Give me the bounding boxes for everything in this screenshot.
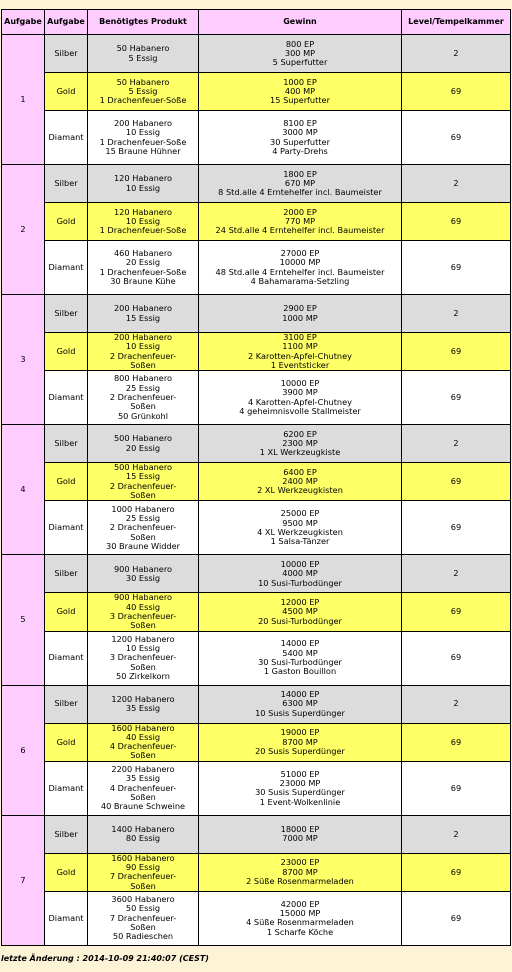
level-cell: 69 <box>402 631 511 685</box>
reward-line: 48 Std.alle 4 Erntehelfer incl. Baumeister <box>215 266 385 277</box>
tier-cell: Silber <box>45 425 88 463</box>
table-row <box>2 111 511 165</box>
reward-cell <box>199 685 402 723</box>
product-cell <box>88 685 199 723</box>
product-line: 3 Drachenfeuer- <box>109 652 177 663</box>
product-line: Soßen <box>130 359 156 370</box>
table-row <box>2 73 511 111</box>
product-line: 7 Drachenfeuer- <box>109 912 177 923</box>
header-aufgabe: Aufgabe <box>2 10 45 35</box>
product-line: 15 Braune Hühner <box>105 145 181 156</box>
reward-line: 18000 EP <box>280 823 320 834</box>
reward-cell <box>199 111 402 165</box>
reward-line: 1 Eventsticker <box>270 359 330 370</box>
product-line: 25 Essig <box>125 512 161 523</box>
reward-cell <box>199 891 402 945</box>
product-line: 10 Essig <box>125 341 161 352</box>
reward-line: 10000 EP <box>280 378 320 389</box>
reward-line: 14000 EP <box>280 638 320 649</box>
reward-line: 5 Superfutter <box>272 57 328 68</box>
reward-line: 4 Karotten-Apfel-Chutney <box>248 396 352 407</box>
product-cell <box>88 371 199 425</box>
product-cell <box>88 555 199 593</box>
level-cell: 2 <box>402 425 511 463</box>
product-line: 2 Drachenfeuer- <box>109 392 177 403</box>
product-line: Soßen <box>130 401 156 412</box>
product-line: 30 Braune Kühe <box>110 275 176 286</box>
reward-line: 10 Susi-Turbodünger <box>258 577 342 588</box>
reward-cell <box>199 853 402 891</box>
reward-line: 6200 EP <box>283 428 317 439</box>
last-change-footer: letzte Änderung : 2014-10-09 21:40:07 (CEST) <box>1 954 209 963</box>
reward-cell <box>199 593 402 631</box>
reward-line: 2 Süße Rosenmarmeladen <box>246 875 354 886</box>
tier-cell: Gold <box>45 333 88 371</box>
reward-cell <box>199 815 402 853</box>
product-cell <box>88 35 199 73</box>
product-line: 40 Essig <box>125 601 161 612</box>
product-cell <box>88 501 199 555</box>
product-line: 1600 Habanero <box>111 853 175 863</box>
reward-cell <box>199 425 402 463</box>
product-cell <box>88 815 199 853</box>
level-cell: 2 <box>402 165 511 203</box>
reward-cell <box>199 241 402 295</box>
product-line: 5 Essig <box>128 52 158 63</box>
reward-cell <box>199 333 402 371</box>
reward-line: 1000 EP <box>283 76 317 87</box>
product-line: 40 Braune Schweine <box>100 801 186 812</box>
tier-cell: Gold <box>45 73 88 111</box>
tier-cell: Silber <box>45 35 88 73</box>
aufgabe-number: 1 <box>2 35 45 165</box>
reward-cell <box>199 501 402 555</box>
tier-cell: Silber <box>45 295 88 333</box>
table-row <box>2 295 511 333</box>
tier-cell: Gold <box>45 723 88 761</box>
product-cell <box>88 333 199 371</box>
product-line: 1000 Habanero <box>111 503 175 514</box>
product-line: 10 Essig <box>125 643 161 654</box>
level-cell: 69 <box>402 891 511 945</box>
product-line: 30 Essig <box>125 572 161 583</box>
aufgabe-number: 7 <box>2 815 45 945</box>
product-line: 2 Drachenfeuer- <box>109 480 177 491</box>
product-line: 25 Essig <box>125 382 161 393</box>
table-row <box>2 333 511 371</box>
level-cell: 69 <box>402 723 511 761</box>
reward-line: 5400 MP <box>282 647 318 658</box>
tier-cell: Silber <box>45 555 88 593</box>
product-cell <box>88 853 199 891</box>
product-line: 20 Essig <box>125 442 161 453</box>
level-cell: 69 <box>402 73 511 111</box>
reward-cell <box>199 631 402 685</box>
tier-cell: Diamant <box>45 241 88 295</box>
reward-line: 14000 EP <box>280 689 320 700</box>
table-row <box>2 685 511 723</box>
aufgabe-number: 4 <box>2 425 45 555</box>
reward-line: 27000 EP <box>280 247 320 258</box>
level-cell: 69 <box>402 501 511 555</box>
product-cell <box>88 203 199 241</box>
reward-line: 2300 MP <box>282 438 318 449</box>
product-line: 1200 Habanero <box>111 633 175 644</box>
reward-line: 1000 MP <box>282 312 318 323</box>
tier-cell: Gold <box>45 853 88 891</box>
table-row <box>2 631 511 685</box>
table-row <box>2 853 511 891</box>
product-cell <box>88 891 199 945</box>
product-line: 80 Essig <box>125 833 161 844</box>
table-row <box>2 241 511 295</box>
table-row <box>2 723 511 761</box>
product-line: 90 Essig <box>125 862 161 873</box>
product-line: 1600 Habanero <box>111 723 175 733</box>
product-line: 4 Drachenfeuer- <box>109 741 177 752</box>
product-line: 50 Essig <box>125 903 161 914</box>
level-cell: 2 <box>402 815 511 853</box>
table-row <box>2 371 511 425</box>
product-line: Soßen <box>130 791 156 802</box>
product-line: 50 Habanero <box>116 76 170 87</box>
product-line: 2 Drachenfeuer- <box>109 522 177 533</box>
table-row <box>2 501 511 555</box>
product-line: Soßen <box>130 531 156 542</box>
product-line: 500 Habanero <box>113 462 173 473</box>
header-product: Benötigtes Produkt <box>88 10 199 35</box>
product-line: 200 Habanero <box>113 303 173 314</box>
level-cell: 69 <box>402 241 511 295</box>
reward-cell <box>199 73 402 111</box>
product-line: 50 Radieschen <box>112 931 174 942</box>
product-line: 5 Essig <box>128 85 158 96</box>
tier-cell: Diamant <box>45 891 88 945</box>
product-line: 15 Essig <box>125 312 161 323</box>
product-line: 50 Habanero <box>116 43 170 54</box>
reward-line: 4000 MP <box>282 568 318 579</box>
reward-line: 8 Std.alle 4 Erntehelfer incl. Baumeister <box>218 187 382 198</box>
product-line: 460 Habanero <box>113 247 173 258</box>
aufgabe-number: 3 <box>2 295 45 425</box>
reward-line: 300 MP <box>284 47 316 58</box>
product-cell <box>88 593 199 631</box>
reward-cell <box>199 463 402 501</box>
tier-cell: Diamant <box>45 501 88 555</box>
reward-line: 670 MP <box>284 177 316 188</box>
product-line: 40 Essig <box>125 731 161 742</box>
product-line: 2200 Habanero <box>111 764 175 774</box>
reward-line: 800 EP <box>285 38 315 49</box>
product-cell <box>88 295 199 333</box>
product-line: 1 Drachenfeuer-Soße <box>99 225 187 236</box>
product-line: 120 Habanero <box>113 173 173 184</box>
reward-line: 6400 EP <box>283 466 317 477</box>
reward-line: 10000 EP <box>280 558 320 569</box>
reward-line: 2 XL Werkzeugkisten <box>257 485 343 496</box>
reward-line: 2000 EP <box>283 206 317 217</box>
reward-line: 3900 MP <box>282 387 318 398</box>
aufgabe-number: 5 <box>2 555 45 685</box>
reward-cell <box>199 203 402 241</box>
product-line: 3600 Habanero <box>111 894 175 905</box>
reward-line: 1 Scharfe Köche <box>266 926 334 937</box>
reward-line: 30 Susis Superdünger <box>255 787 345 798</box>
tier-cell: Diamant <box>45 111 88 165</box>
reward-line: 3000 MP <box>282 127 318 138</box>
reward-line: 400 MP <box>284 85 316 96</box>
product-line: Soßen <box>130 922 156 933</box>
aufgabe-number: 6 <box>2 685 45 815</box>
header-level: Level/Tempelkammer <box>402 10 511 35</box>
reward-cell <box>199 35 402 73</box>
reward-cell <box>199 723 402 761</box>
reward-line: 12000 EP <box>280 597 320 608</box>
reward-line: 2 Karotten-Apfel-Chutney <box>248 350 352 361</box>
reward-line: 4 Party-Drehs <box>272 145 328 156</box>
product-line: 20 Essig <box>125 257 161 268</box>
product-line: 7 Drachenfeuer- <box>109 871 177 882</box>
reward-line: 42000 EP <box>280 898 320 909</box>
tier-cell: Silber <box>45 165 88 203</box>
reward-cell <box>199 761 402 815</box>
reward-line: 15000 MP <box>279 908 321 919</box>
reward-line: 4500 MP <box>282 606 318 617</box>
aufgabe-number: 2 <box>2 165 45 295</box>
table-row <box>2 761 511 815</box>
tier-cell: Gold <box>45 203 88 241</box>
product-line: 120 Habanero <box>113 206 173 217</box>
reward-line: 15 Superfutter <box>270 95 330 106</box>
reward-cell <box>199 371 402 425</box>
product-cell <box>88 165 199 203</box>
product-cell <box>88 761 199 815</box>
reward-line: 4 geheimnisvolle Stallmeister <box>239 405 361 416</box>
level-cell: 69 <box>402 111 511 165</box>
table-row <box>2 463 511 501</box>
level-cell: 2 <box>402 685 511 723</box>
product-line: 10 Essig <box>125 215 161 226</box>
product-line: Soßen <box>130 661 156 672</box>
level-cell: 69 <box>402 333 511 371</box>
reward-line: 7000 MP <box>282 833 318 844</box>
product-line: 4 Drachenfeuer- <box>109 782 177 793</box>
header-reward: Gewinn <box>199 10 402 35</box>
reward-line: 1 Salsa-Tänzer <box>270 536 330 547</box>
reward-line: 10 Susis Superdünger <box>255 707 345 718</box>
table-row <box>2 593 511 631</box>
table-body <box>2 35 511 946</box>
reward-line: 24 Std.alle 4 Erntehelfer incl. Baumeister <box>215 225 385 236</box>
tier-cell: Diamant <box>45 631 88 685</box>
product-line: 3 Drachenfeuer- <box>109 610 177 621</box>
product-line: Soßen <box>130 880 156 891</box>
product-line: 30 Braune Widder <box>105 540 181 551</box>
reward-line: 2400 MP <box>282 476 318 487</box>
product-cell <box>88 463 199 501</box>
reward-cell <box>199 295 402 333</box>
product-line: Soßen <box>130 490 156 501</box>
reward-line: 4 Bahamarama-Setzling <box>250 275 350 286</box>
reward-line: 2900 EP <box>283 303 317 314</box>
reward-line: 1 XL Werkzeugkiste <box>259 447 341 458</box>
header-aufgabe-tier: Aufgabe <box>45 10 88 35</box>
level-cell: 2 <box>402 555 511 593</box>
reward-line: 8700 MP <box>282 866 318 877</box>
product-line: 15 Essig <box>125 471 161 482</box>
table-row <box>2 891 511 945</box>
product-line: 200 Habanero <box>113 332 173 342</box>
tier-cell: Gold <box>45 463 88 501</box>
reward-line: 1 Gaston Bouillon <box>263 666 337 677</box>
level-cell: 69 <box>402 853 511 891</box>
level-cell: 69 <box>402 371 511 425</box>
reward-line: 51000 EP <box>280 768 320 779</box>
reward-line: 1100 MP <box>282 341 318 352</box>
product-line: 50 Grünkohl <box>117 410 169 421</box>
reward-line: 20 Susis Superdünger <box>255 745 345 756</box>
tier-cell: Silber <box>45 685 88 723</box>
reward-line: 3100 EP <box>283 332 317 342</box>
product-line: 800 Habanero <box>113 373 173 384</box>
table-row <box>2 203 511 241</box>
table-row <box>2 165 511 203</box>
reward-line: 20 Susi-Turbodünger <box>258 615 342 626</box>
level-cell: 2 <box>402 295 511 333</box>
product-line: 2 Drachenfeuer- <box>109 350 177 361</box>
reward-line: 8100 EP <box>283 117 317 128</box>
reward-line: 30 Superfutter <box>270 136 330 147</box>
product-cell <box>88 73 199 111</box>
product-line: 1 Drachenfeuer-Soße <box>99 95 187 106</box>
level-cell: 69 <box>402 203 511 241</box>
table-row <box>2 35 511 73</box>
reward-line: 770 MP <box>284 215 316 226</box>
level-cell: 69 <box>402 593 511 631</box>
level-cell: 2 <box>402 35 511 73</box>
product-line: Soßen <box>130 620 156 631</box>
reward-line: 4 XL Werkzeugkisten <box>257 526 343 537</box>
header-row <box>2 10 511 35</box>
reward-line: 9500 MP <box>282 517 318 528</box>
product-cell <box>88 111 199 165</box>
quest-table <box>1 9 511 946</box>
reward-cell <box>199 165 402 203</box>
reward-line: 8700 MP <box>282 736 318 747</box>
product-line: 1 Drachenfeuer-Soße <box>99 266 187 277</box>
product-line: Soßen <box>130 750 156 761</box>
product-line: 900 Habanero <box>113 592 173 603</box>
product-line: 1400 Habanero <box>111 823 175 834</box>
reward-line: 4 Süße Rosenmarmeladen <box>246 917 354 928</box>
product-cell <box>88 241 199 295</box>
product-line: 200 Habanero <box>113 117 173 128</box>
level-cell: 69 <box>402 463 511 501</box>
product-cell <box>88 425 199 463</box>
reward-line: 1 Event-Wolkenlinie <box>259 796 341 807</box>
product-line: 500 Habanero <box>113 433 173 444</box>
reward-line: 23000 MP <box>279 777 321 788</box>
product-line: 1 Drachenfeuer-Soße <box>99 136 187 147</box>
table-row <box>2 425 511 463</box>
table-row <box>2 815 511 853</box>
tier-cell: Diamant <box>45 371 88 425</box>
reward-line: 10000 MP <box>279 257 321 268</box>
product-line: 35 Essig <box>125 703 161 714</box>
reward-line: 1800 EP <box>283 168 317 179</box>
product-cell <box>88 631 199 685</box>
reward-line: 6300 MP <box>282 698 318 709</box>
product-line: 35 Essig <box>125 773 161 784</box>
level-cell: 69 <box>402 761 511 815</box>
tier-cell: Silber <box>45 815 88 853</box>
product-line: 50 Zirkelkorn <box>116 671 170 681</box>
product-line: 10 Essig <box>125 182 161 193</box>
product-line: 900 Habanero <box>113 563 173 574</box>
product-cell <box>88 723 199 761</box>
reward-line: 30 Susi-Turbodünger <box>258 657 342 668</box>
product-line: 1200 Habanero <box>111 693 175 704</box>
reward-cell <box>199 555 402 593</box>
table-row <box>2 555 511 593</box>
product-line: 10 Essig <box>125 127 161 138</box>
reward-line: 23000 EP <box>280 857 320 868</box>
reward-line: 19000 EP <box>280 727 320 738</box>
tier-cell: Gold <box>45 593 88 631</box>
reward-line: 25000 EP <box>280 508 320 519</box>
tier-cell: Diamant <box>45 761 88 815</box>
